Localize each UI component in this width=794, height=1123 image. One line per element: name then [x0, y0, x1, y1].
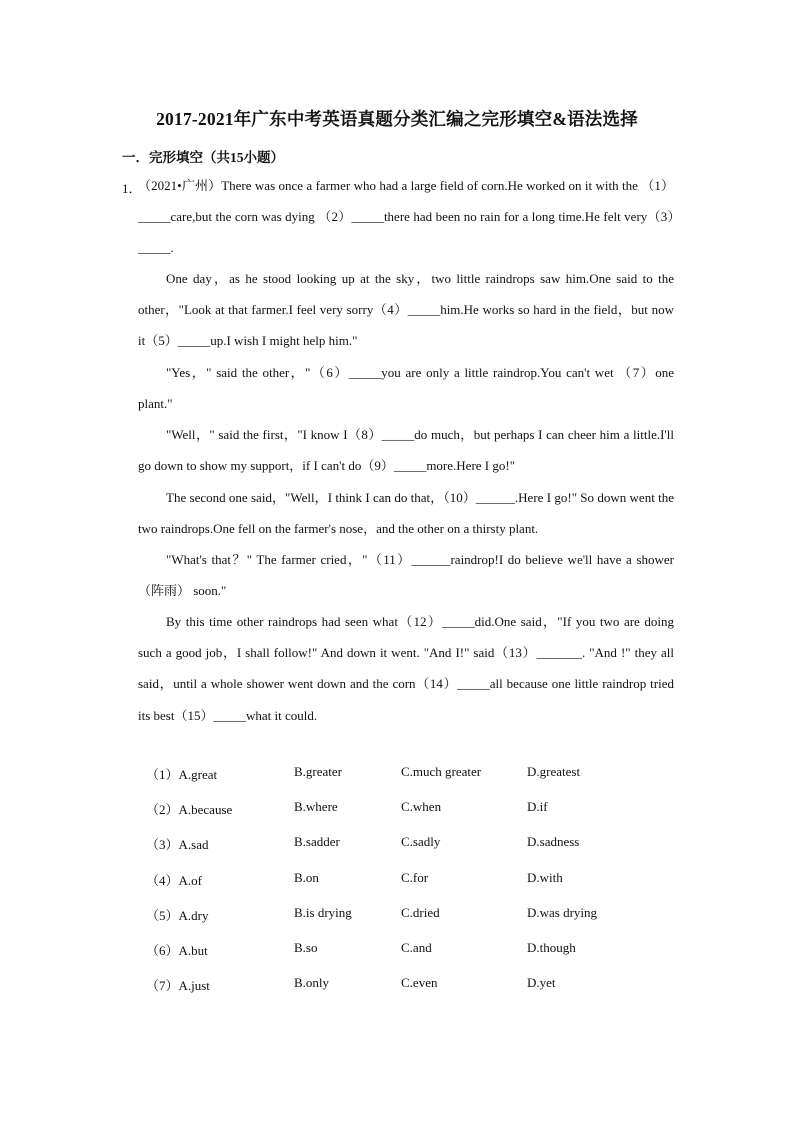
option-b: B.greater	[294, 764, 343, 779]
passage-paragraph-1: （2021•广州）There was once a farmer who had a large field of corn.He worked on it with the （1）_____care,but the corn was dying （2）_____there had been no rain for a long time.He felt very（3）_____.	[138, 178, 674, 256]
option-d: D.if	[527, 799, 548, 815]
option-d: D.yet	[527, 975, 556, 991]
option-c: C.dried	[401, 904, 440, 920]
option-b: B.so	[294, 939, 318, 955]
passage-paragraph-2: One day，as he stood looking up at the sky，two little raindrops saw him.One said to the other，"Look at that farmer.I feel very sorry（4）_____him.He works so hard in the field，but now it（5）_____up.I wish I might help him."	[138, 271, 674, 349]
option-b: B.is drying	[294, 904, 352, 920]
option-c: C.much greater	[401, 764, 482, 779]
passage-paragraph-7: By this time other raindrops had seen what（12）_____did.One said，"If you two are doing such a good job，I shall follow!" And down it went. "And I!" said（13）_______. "And !" they all said，until a whole shower went down and the corn（14）_____all because one little raindrop tried its best（15）_____what it could.	[138, 614, 674, 723]
option-a: （2）A.because	[146, 802, 233, 818]
option-c: C.for	[401, 869, 429, 885]
option-a: （1）A.great	[146, 767, 218, 782]
passage-paragraph-6: "What's that？" The farmer cried，"（11）______raindrop!I do believe we'll have a shower （阵雨） soon."	[138, 552, 674, 599]
passage-paragraph-3: "Yes，" said the other，"（6）_____you are only a little raindrop.You can't wet （7）one plant."	[138, 365, 674, 412]
document-title: 2017-2021年广东中考英语真题分类汇编之完形填空&语法选择	[156, 109, 638, 129]
passage-paragraph-4: "Well，" said the first，"I know I（8）_____do much，but perhaps I can cheer him a little.I'll go down to show my support，if I can't do（9）_____more.Here I go!"	[138, 427, 674, 474]
option-d: D.though	[527, 939, 576, 955]
passage-paragraph-5: The second one said，"Well，I think I can do that，（10）______.Here I go!" So down went the two raindrops.One fell on the farmer's nose，and the other on a thirsty plant.	[138, 490, 674, 537]
option-d: D.greatest	[527, 764, 581, 779]
option-b: B.where	[294, 799, 338, 815]
option-a: （4）A.of	[146, 872, 202, 888]
option-b: B.sadder	[294, 834, 340, 850]
option-b: B.on	[294, 869, 319, 885]
option-d: D.was drying	[527, 904, 598, 920]
option-b: B.only	[294, 975, 330, 991]
option-a: （7）A.just	[146, 978, 210, 994]
option-d: D.sadness	[527, 834, 580, 850]
section-heading: 一．完形填空（共15小题）	[122, 150, 284, 165]
option-c: C.when	[401, 799, 442, 815]
option-a: （5）A.dry	[146, 907, 209, 923]
option-d: D.with	[527, 869, 563, 885]
option-c: C.and	[401, 939, 432, 955]
option-a: （6）A.but	[146, 942, 208, 958]
option-c: C.even	[401, 975, 438, 991]
question-number: 1．	[122, 181, 142, 196]
option-a: （3）A.sad	[146, 837, 209, 853]
option-c: C.sadly	[401, 834, 441, 850]
